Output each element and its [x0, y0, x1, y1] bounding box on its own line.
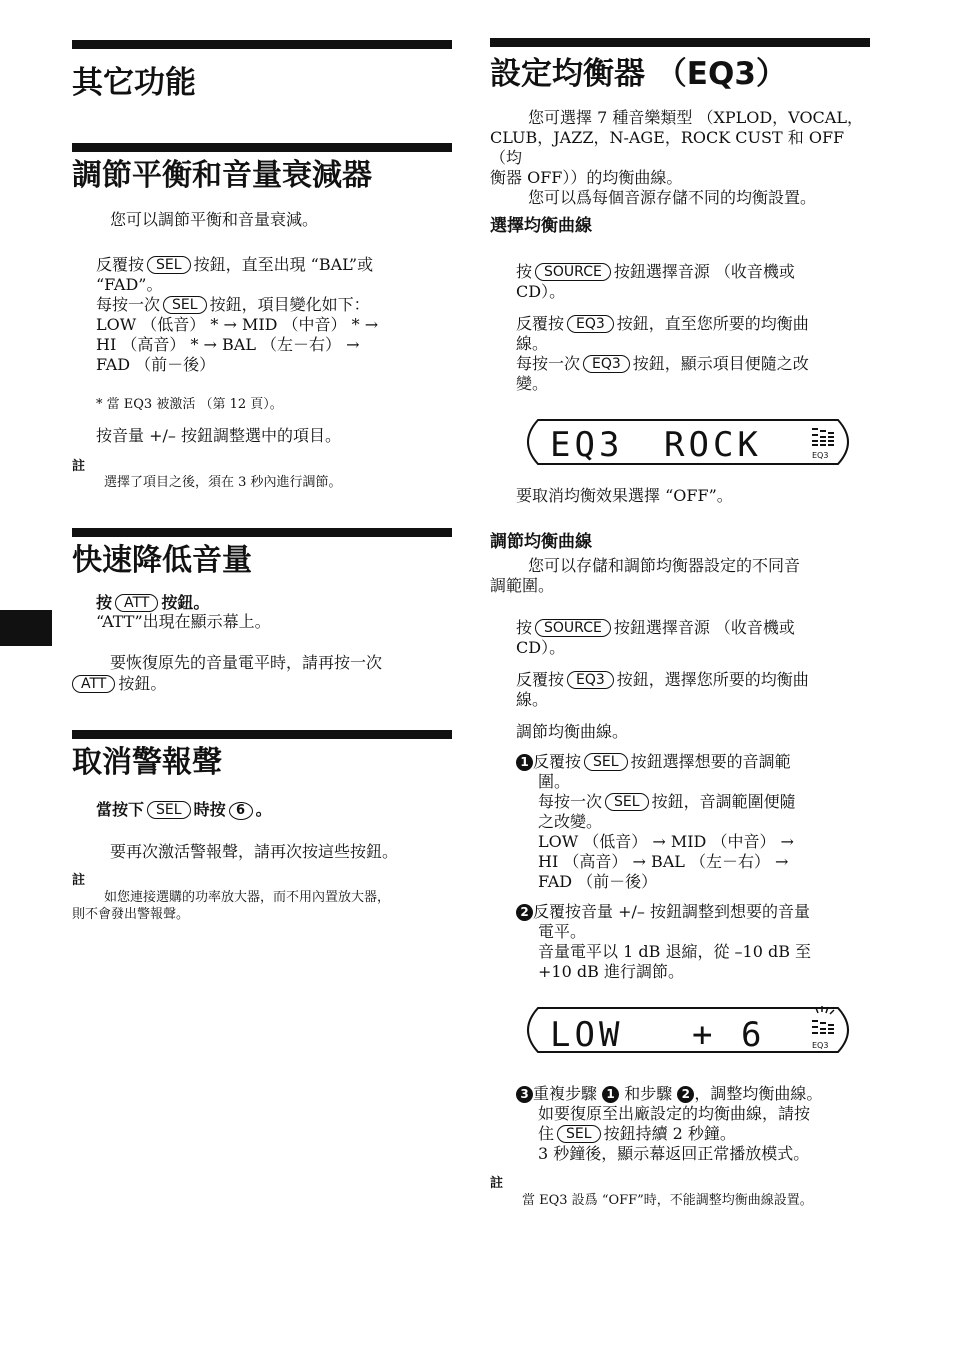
- beep-reactivate: 要再次激活警報聲，請再次按這些按鈕。: [110, 842, 399, 861]
- select-eq-step1: 按 SOURCE 按鈕選擇音源 （收音機或 CD）。: [516, 262, 795, 301]
- section-rule: [72, 528, 452, 537]
- lcd-eq3-tag: EQ3: [812, 451, 829, 460]
- lcd-left-text: EQ3: [550, 425, 624, 465]
- page-tab-marker: [0, 610, 52, 646]
- step-number-1: 1: [516, 754, 533, 771]
- eq-bars-icon: [812, 428, 834, 446]
- note-label: 註: [490, 1176, 504, 1191]
- adjust-substep-3: 3 重複步驟 1 和步驟 2 ，調整均衡曲線。 如要復原至出廠設定的均衡曲線，請按 住 SEL 按鈕持續 2 秒鐘。 3 秒鐘後，顯示幕返回正常播放模式。: [516, 1084, 876, 1164]
- section-heading-beep: 取消警報聲: [72, 745, 222, 780]
- cancel-eq-text: 要取消均衡效果選擇 “OFF”。: [516, 486, 733, 505]
- atten-restore-text: 要恢復原先的音量電平時，請再按一次: [110, 653, 383, 672]
- att-key: ATT: [115, 594, 158, 612]
- note-label: 註: [72, 459, 86, 474]
- section-rule: [490, 38, 870, 47]
- subheading-select-eq: 選擇均衡曲線: [490, 216, 592, 236]
- adjust-substep-2: 2 反覆按音量 +/– 按鈕調整到想要的音量 電平。 音量電平以 1 dB 退縮，從 –10 dB 至 +10 dB 進行調節。: [516, 902, 872, 982]
- atten-restore-text-2: ATT 按鈕。: [72, 674, 166, 694]
- sel-key: SEL: [147, 801, 191, 819]
- select-eq-step2: 反覆按 EQ3 按鈕，直至您所要的均衡曲 線。 每按一次 EQ3 按鈕，顯示項目便隨之改 變。: [516, 314, 809, 393]
- lcd-display-low: [516, 1002, 860, 1058]
- section-rule: [72, 143, 452, 152]
- subheading-adjust-eq: 調節均衡曲線: [490, 532, 592, 552]
- section-heading-atten: 快速降低音量: [72, 543, 252, 578]
- section-heading-balance: 調節平衡和音量衰減器: [72, 158, 372, 193]
- atten-display-text: “ATT”出現在顯示幕上。: [96, 612, 271, 631]
- adjust-eq-step3: 調節均衡曲線。: [516, 722, 629, 741]
- step-number-2: 2: [516, 904, 533, 921]
- lcd-left-text: LOW: [550, 1015, 624, 1055]
- footnote: * 當 EQ3 被激活 （第 12 頁）。: [96, 397, 283, 412]
- eq3-key: EQ3: [567, 315, 614, 333]
- section-rule: [72, 730, 452, 739]
- eq3-key: EQ3: [583, 355, 630, 373]
- lcd-display-rock: [516, 414, 860, 470]
- adjust-eq-step2: 反覆按 EQ3 按鈕，選擇您所要的均衡曲 線。: [516, 670, 809, 709]
- lcd-right-text: + 6: [692, 1015, 766, 1055]
- beep-note: 如您連接選購的功率放大器，而不用內置放大器， 則不會發出警報聲。: [72, 890, 391, 922]
- lcd-right-text: ROCK: [664, 425, 762, 465]
- eq3-intro: 您可選擇 7 種音樂類型 （XPLOD，VOCAL， CLUB，JAZZ，N-AGE，ROCK CUST 和 OFF （均 衡器 OFF））的均衡曲線。 您可以爲每個音源存儲不同的均衡設置。: [490, 108, 863, 207]
- step-number-3: 3: [516, 1086, 533, 1103]
- beep-step: 當按下 SEL 時按 6 。: [96, 800, 272, 819]
- section-heading-eq3: 設定均衡器 （EQ3）: [490, 56, 787, 92]
- eq-bars-blinking-icon: [812, 1006, 834, 1034]
- page-title: 其它功能: [72, 65, 196, 101]
- adjust-eq-intro: 您可以存儲和調節均衡器設定的不同音 調範圍。: [490, 556, 801, 595]
- eq3-key: EQ3: [567, 671, 614, 689]
- section-rule: [72, 40, 452, 49]
- balance-step1: 反覆按 SEL 按鈕，直至出現 “BAL”或 “FAD”。 每按一次 SEL 按鈕，項目變化如下： LOW （低音） * → MID （中音） * → HI （高音） * → BAL （左－右） → FAD （前－後）: [96, 255, 379, 374]
- sel-key: SEL: [584, 753, 628, 771]
- source-key: SOURCE: [535, 263, 611, 281]
- att-key: ATT: [72, 675, 115, 693]
- button-6: 6: [229, 802, 253, 820]
- balance-intro: 您可以調節平衡和音量衰減。: [110, 210, 319, 229]
- balance-note: 選擇了項目之後，須在 3 秒內進行調節。: [104, 475, 342, 490]
- balance-step2: 按音量 +/– 按鈕調整選中的項目。: [96, 426, 341, 445]
- sel-key: SEL: [163, 296, 207, 314]
- source-key: SOURCE: [535, 619, 611, 637]
- sel-key: SEL: [557, 1125, 601, 1143]
- adjust-substep-1: 1 反覆按 SEL 按鈕選擇想要的音調範 圍。 每按一次 SEL 按鈕，音調範圍便隨 之改變。 LOW （低音） → MID （中音） → HI （高音） → BAL （左－右） → FAD （前－後）: [516, 752, 872, 892]
- note-label: 註: [72, 873, 86, 888]
- step-ref-1: 1: [602, 1086, 619, 1103]
- lcd-eq3-tag: EQ3: [812, 1041, 829, 1050]
- sel-key: SEL: [605, 793, 649, 811]
- step-ref-2: 2: [677, 1086, 694, 1103]
- atten-step: 按 ATT 按鈕。: [96, 593, 210, 612]
- adjust-eq-step1: 按 SOURCE 按鈕選擇音源 （收音機或 CD）。: [516, 618, 795, 657]
- eq-note: 當 EQ3 設爲 “OFF”時，不能調整均衡曲線設置。: [522, 1193, 813, 1208]
- sel-key: SEL: [147, 256, 191, 274]
